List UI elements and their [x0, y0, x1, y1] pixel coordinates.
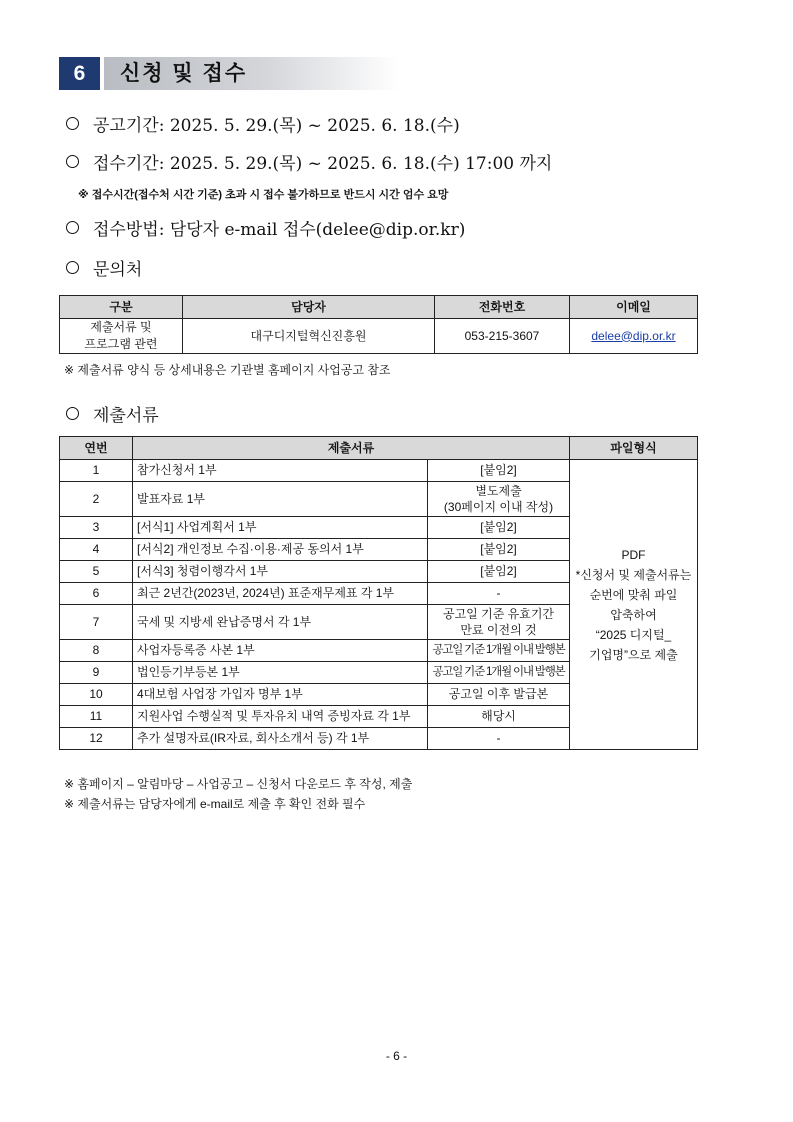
header-format: 파일형식: [570, 437, 698, 460]
table-row: 3 [서식1] 사업계획서 1부 [붙임2]: [60, 517, 698, 539]
table-row: 1 참가신청서 1부 [붙임2] PDF *신청서 및 제출서류는 순번에 맞춰 파일 압축하여 “2025 디지털_ 기업명”으로 제출: [60, 460, 698, 482]
circle-bullet-icon: [66, 261, 79, 274]
contact-manager: 대구디지털혁신진흥원: [183, 319, 435, 354]
table-row: 11 지원사업 수행실적 및 투자유치 내역 증빙자료 각 1부 해당시: [60, 706, 698, 728]
circle-bullet-icon: [66, 155, 79, 168]
header-phone: 전화번호: [435, 296, 570, 319]
contact-email: [570, 319, 698, 354]
table-row: 9 법인등기부등본 1부 공고일 기준 1개월 이내 발행본: [60, 662, 698, 684]
file-format-cell: PDF *신청서 및 제출서류는 순번에 맞춰 파일 압축하여 “2025 디지털_ 기업명”으로 제출: [570, 460, 698, 750]
receipt-time-note: ※ 접수시간(접수처 시간 기준) 초과 시 접수 불가하므로 반드시 시간 엄수 요망: [78, 189, 449, 201]
section-header: [59, 57, 399, 90]
section-title-bar: [104, 57, 399, 90]
bullet-contact: 문의처: [66, 255, 142, 280]
table-row: [60, 319, 698, 354]
header-no: 연번: [60, 437, 133, 460]
header-category: 구분: [60, 296, 183, 319]
email-link[interactable]: delee@dip.or.kr: [591, 328, 676, 343]
header-documents: 제출서류: [133, 437, 570, 460]
documents-note-2: ※ 제출서류는 담당자에게 e-mail로 제출 후 확인 전화 필수: [64, 797, 366, 811]
table-row: 8 사업자등록증 사본 1부 공고일 기준 1개월 이내 발행본: [60, 640, 698, 662]
header-email: 이메일: [570, 296, 698, 319]
bullet-announce-period: 공고기간: 2025. 5. 29.(목) ~ 2025. 6. 18.(수): [66, 111, 460, 136]
contact-table: [59, 295, 698, 354]
table-row: 6 최근 2년간(2023년, 2024년) 표준재무제표 각 1부 -: [60, 583, 698, 605]
header-manager: 담당자: [183, 296, 435, 319]
page-number: - 6 -: [385, 1049, 408, 1063]
table-row: 12 추가 설명자료(IR자료, 회사소개서 등) 각 1부 -: [60, 728, 698, 750]
table-row: 10 4대보험 사업장 가입자 명부 1부 공고일 이후 발급본: [60, 684, 698, 706]
documents-note-1: ※ 홈페이지 – 알림마당 – 사업공고 – 신청서 다운로드 후 작성, 제출: [64, 777, 413, 791]
section-title: 신청 및 접수: [120, 62, 248, 85]
table-row: 7 국세 및 지방세 완납증명서 각 1부 공고일 기준 유효기간 만료 이전의 것: [60, 605, 698, 640]
contact-phone: 053-215-3607: [435, 319, 570, 354]
table-row: 2 발표자료 1부 별도제출 (30페이지 이내 작성): [60, 482, 698, 517]
bullet-documents: 제출서류: [66, 401, 159, 426]
circle-bullet-icon: [66, 407, 79, 420]
documents-table: [59, 436, 698, 750]
circle-bullet-icon: [66, 221, 79, 234]
section-number: 6: [59, 57, 100, 90]
bullet-receipt-method: 접수방법: 담당자 e-mail 접수(delee@dip.or.kr): [66, 215, 465, 240]
table-header-row: [60, 437, 698, 460]
bullet-receipt-period: 접수기간: 2025. 5. 29.(목) ~ 2025. 6. 18.(수) 17:00 까지: [66, 149, 552, 174]
circle-bullet-icon: [66, 117, 79, 130]
contact-note: ※ 제출서류 양식 등 상세내용은 기관별 홈페이지 사업공고 참조: [64, 363, 391, 377]
table-header-row: [60, 296, 698, 319]
table-row: 5 [서식3] 청렴이행각서 1부 [붙임2]: [60, 561, 698, 583]
contact-category: 제출서류 및 프로그램 관련: [60, 319, 183, 354]
table-row: 4 [서식2] 개인정보 수집·이용·제공 동의서 1부 [붙임2]: [60, 539, 698, 561]
